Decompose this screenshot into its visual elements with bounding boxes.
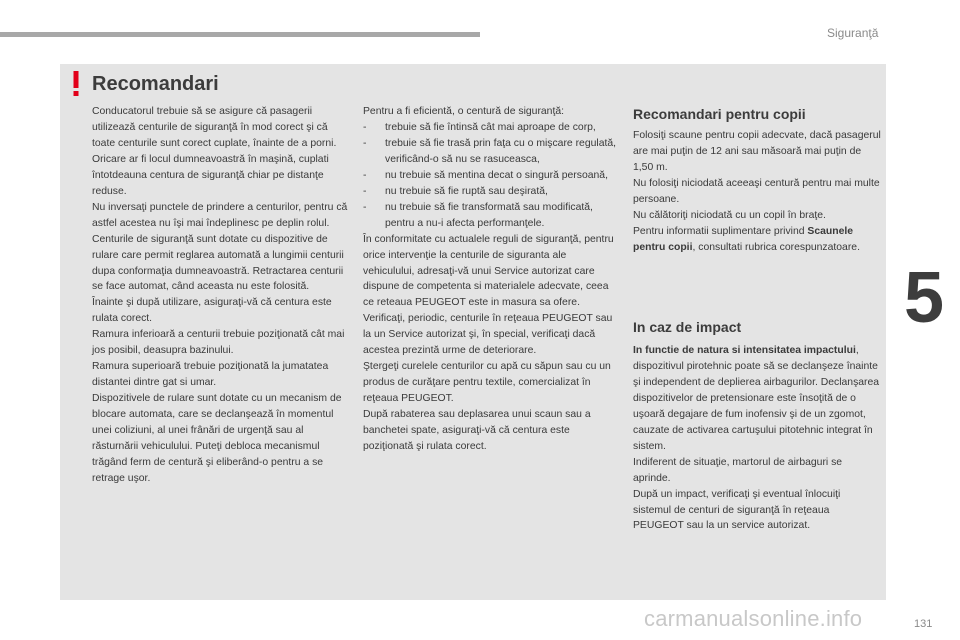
text-span: Pentru informatii suplimentare privind bbox=[633, 225, 808, 237]
chapter-number: 5 bbox=[904, 258, 945, 338]
column-general bbox=[92, 104, 348, 487]
paragraph: Indiferent de situaţie, martorul de airbaguri se aprinde. bbox=[633, 456, 843, 484]
list-item bbox=[363, 168, 617, 184]
paragraph: Nu folosiţi niciodată aceeaşi centură pentru mai multe persoane. bbox=[633, 177, 880, 205]
children-title: Recomandari pentru copii bbox=[633, 106, 806, 122]
list-item bbox=[363, 200, 617, 232]
column-impact bbox=[633, 343, 881, 534]
paragraph: Nu călătoriţi niciodată cu un copil în braţe. bbox=[633, 209, 826, 221]
paragraph: Verificaţi, periodic, centurile în reţeaua PEUGEOT sau la un Service autorizat şi, în special, verificaţi dacă acestea prezintă urme de deteriorare. bbox=[363, 313, 613, 357]
list-item-text: trebuie să fie trasă prin faţa cu o mişcare regulată, verificând-o să nu se rasuceasca, bbox=[385, 137, 617, 165]
paragraph bbox=[633, 343, 881, 455]
list-item-text: nu trebuie să mentina decat o singură persoană, bbox=[385, 169, 608, 181]
impact-title: In caz de impact bbox=[633, 319, 742, 335]
paragraph: Centurile de siguranţă sunt dotate cu dispozitive de rulare care permit reglarea automată a lungimii centurii dupa conformaţia dumneavoastră. Retractarea centurii se face automat, când aceasta nu este folosită. bbox=[92, 233, 344, 293]
bullet-dash: - bbox=[363, 201, 367, 213]
text-span: , consultati rubrica corespunzatoare. bbox=[692, 241, 860, 253]
text-span: , dispozitivul pirotehnic poate să se declanşeze înainte şi independent de deplierea airbagurilor. Declanşarea dispozitivelor de pretensionare este însoţită de o uşoară degajare de fum inofensiv şi de un zgomot, cauzate de activarea cartuşului pitotehnic integrat în sistem. bbox=[633, 345, 880, 452]
paragraph: Oricare ar fi locul dumneavoastră în maşină, cuplati întotdeauna centura de siguranţă chiar pe distanţe reduse. bbox=[92, 153, 329, 197]
list-item bbox=[363, 136, 617, 168]
paragraph: Conducatorul trebuie să se asigure că pasagerii utilizează centurile de siguranţă în mod corect şi că toate centurile sunt corect cuplate, înainte de a porni. bbox=[92, 106, 337, 149]
section-title: Recomandari bbox=[92, 73, 219, 95]
paragraph: Ramura inferioară a centurii trebuie poziţionată cât mai jos posibil, deasupra bazinului. bbox=[92, 329, 345, 357]
list-item bbox=[363, 184, 617, 200]
paragraph: Ştergeţi curelele centurilor cu apă cu săpun sau cu un produs de curăţare pentru textile, comercializat în reţeaua PEUGEOT. bbox=[363, 361, 611, 405]
bullet-dash: - bbox=[363, 185, 367, 197]
paragraph: Ramura superioară trebuie poziţionată la jumatatea distantei dintre gat si umar. bbox=[92, 361, 329, 389]
list-item-text: nu trebuie să fie ruptă sau deşirată, bbox=[385, 185, 548, 197]
watermark: carmanualsonline.info bbox=[644, 606, 863, 631]
bold-lead: In functie de natura si intensitatea impactului bbox=[633, 345, 856, 356]
column-children bbox=[633, 128, 881, 256]
paragraph: După rabaterea sau deplasarea unui scaun sau a banchetei spate, asiguraţi-vă că centura este poziţionată şi rulata corect. bbox=[363, 409, 591, 453]
paragraph: Folosiţi scaune pentru copii adecvate, dacă pasagerul are mai puţin de 12 ani sau măsoară mai puţin de 1,50 m. bbox=[633, 130, 881, 173]
list-item bbox=[363, 120, 617, 136]
bullet-dash: - bbox=[363, 169, 367, 181]
paragraph: În conformitate cu actualele reguli de siguranţă, pentru orice intervenţie la centurile de siguranta ale vehiculului, adresaţi-vă unui Service autorizat care dispune de competenta si materialele adecvate, ceea ce reteaua PEUGEOT este in masura sa ofere. bbox=[363, 233, 614, 309]
bold-reference: Scaunele pentru copii bbox=[633, 225, 854, 253]
exclamation-icon bbox=[71, 71, 81, 97]
page-number: 131 bbox=[914, 618, 933, 630]
bullet-dash: - bbox=[363, 121, 367, 133]
paragraph: După un impact, verificaţi şi eventual înlocuiţi sistemul de centuri de siguranţă în reţeaua PEUGEOT sau la un service autorizat. bbox=[633, 488, 841, 532]
bullet-dash: - bbox=[363, 137, 367, 149]
paragraph: Pentru a fi eficientă, o centură de siguranţă: bbox=[363, 106, 565, 117]
list-item-text: nu trebuie să fie transformată sau modificată, pentru a nu-i afecta performanţele. bbox=[385, 201, 593, 229]
header-bar bbox=[0, 32, 480, 37]
header-title: Siguranţă bbox=[827, 26, 879, 40]
paragraph: Dispozitivele de rulare sunt dotate cu un mecanism de blocare automata, care se declanşează în momentul unei coliziuni, al unei frânări de urgenţă sau al răsturnării vehiculului. Puteţi debloca mecanismul trăgând ferm de centură şi eliberând-o pentru a se retrage uşor. bbox=[92, 393, 342, 484]
paragraph: Nu inversaţi punctele de prindere a centurilor, pentru că astfel acestea nu îşi mai îndeplinesc pe deplin rolul. bbox=[92, 201, 348, 229]
paragraph: Înainte şi după utilizare, asiguraţi-vă că centura este rulata corect. bbox=[92, 297, 332, 325]
column-efficiency bbox=[363, 104, 617, 455]
list-item-text: trebuie să fie întinsă cât mai aproape de corp, bbox=[385, 121, 596, 133]
paragraph bbox=[633, 224, 881, 256]
